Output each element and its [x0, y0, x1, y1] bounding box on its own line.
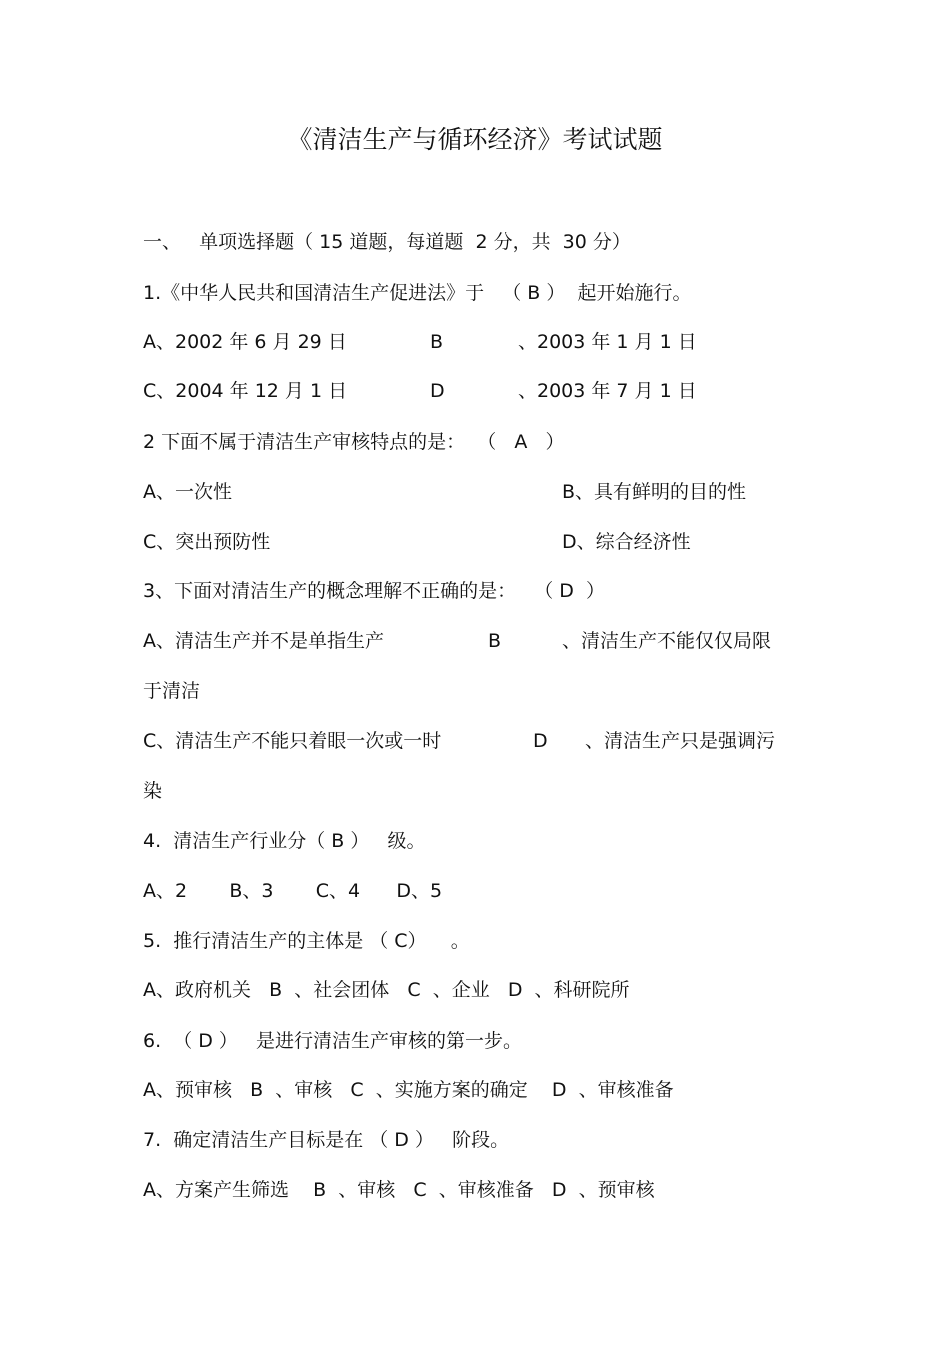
question-3-stem: 3、下面对清洁生产的概念理解不正确的是： （ D ） [143, 580, 605, 602]
question-6-options: A、预审核 B 、审核 C 、实施方案的确定 D 、审核准备 [143, 1079, 674, 1101]
question-3-option-b-letter: B [488, 630, 502, 652]
question-3-option-b-text: 、清洁生产不能仅仅局限 [562, 630, 772, 652]
question-4-options: A、2 B、3 C、4 D、5 [143, 880, 443, 902]
question-7-stem: 7. 确定清洁生产目标是在 （ D ） 阶段。 [143, 1129, 510, 1151]
question-1-option-d-text: 、2003 年 7 月 1 日 [518, 380, 697, 402]
question-2-option-b: B、具有鲜明的目的性 [562, 481, 747, 503]
question-1-option-d-letter: D [430, 380, 445, 402]
question-3-option-d-continuation: 染 [143, 780, 163, 802]
question-1-option-b-letter: B [430, 331, 444, 353]
question-3-option-d-letter: D [533, 730, 548, 752]
page-title: 《清洁生产与循环经济》考试试题 [287, 125, 663, 154]
question-3-option-c: C、清洁生产不能只着眼一次或一时 [143, 730, 442, 752]
question-5-options: A、政府机关 B 、社会团体 C 、企业 D 、科研院所 [143, 979, 630, 1001]
question-1-stem: 1.《中华人民共和国清洁生产促进法》于 （ B ） 起开始施行。 [143, 282, 692, 304]
question-5-stem: 5. 推行清洁生产的主体是 （ C） 。 [143, 930, 470, 952]
question-6-stem: 6. （ D ） 是进行清洁生产审核的第一步。 [143, 1030, 523, 1052]
question-2-stem: 2 下面不属于清洁生产审核特点的是： （ A ） [143, 431, 565, 453]
question-2-option-d: D、综合经济性 [562, 531, 691, 553]
question-1-option-a: A、2002 年 6 月 29 日 [143, 331, 347, 353]
question-3-option-b-continuation: 于清洁 [143, 680, 201, 702]
question-4-stem: 4. 清洁生产行业分（ B ） 级。 [143, 830, 426, 852]
question-3-option-d-text: 、清洁生产只是强调污 [585, 730, 776, 752]
question-3-option-a: A、清洁生产并不是单指生产 [143, 630, 384, 652]
question-7-options: A、方案产生筛选 B 、审核 C 、审核准备 D 、预审核 [143, 1179, 655, 1201]
section-heading: 一、 单项选择题（ 15 道题，每道题 2 分，共 30 分） [143, 231, 631, 253]
question-1-option-c: C、2004 年 12 月 1 日 [143, 380, 348, 402]
question-2-option-a: A、一次性 [143, 481, 232, 503]
question-1-option-b-text: 、2003 年 1 月 1 日 [518, 331, 697, 353]
question-2-option-c: C、突出预防性 [143, 531, 271, 553]
